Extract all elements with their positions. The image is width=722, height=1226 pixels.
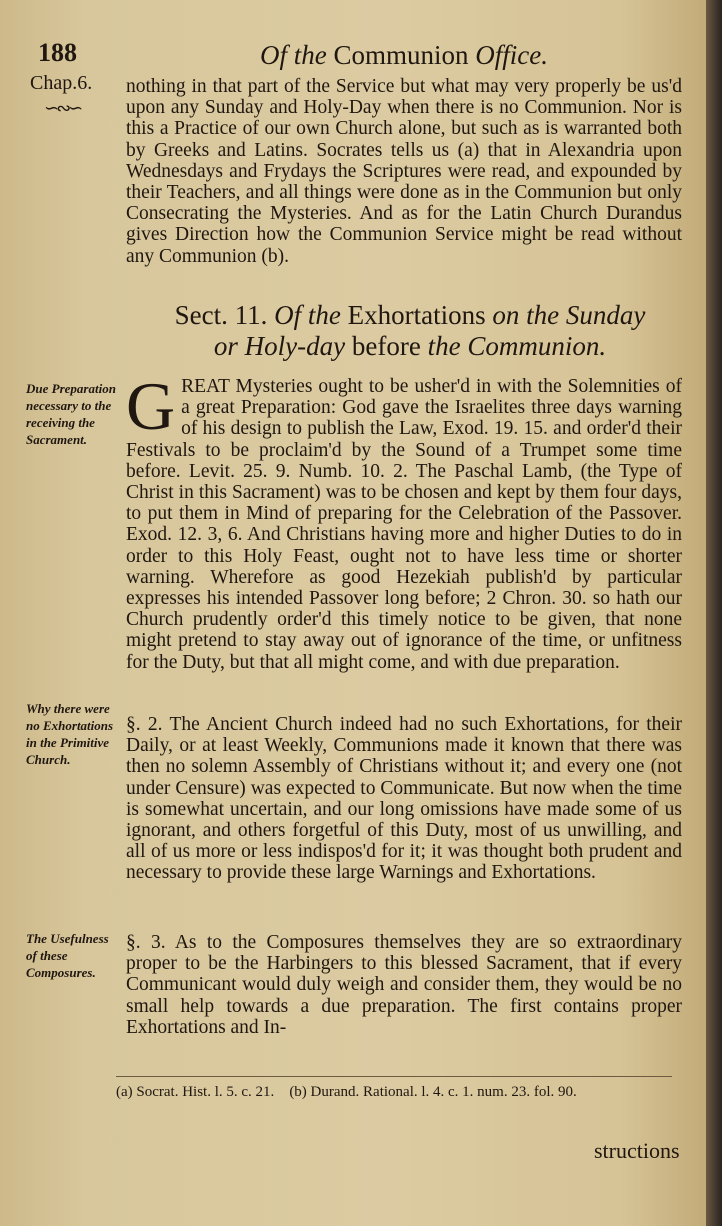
catchword: structions xyxy=(594,1138,680,1163)
paragraph-2 xyxy=(126,714,682,884)
section-title-exhortations: Exhortations xyxy=(347,300,486,330)
paragraph-3 xyxy=(126,932,682,1038)
opening-paragraph-text: nothing in that part of the Service but what may very properly be us'd upon any Sunday and Holy-Day when there is no Communion. Nor is this a Practice of our own Church alone, but such as is warranted both by Greeks and Latins. Socrates tells us (a) that in Alexandria upon Wednesdays and Frydays the Scriptures were read, and expounded by their Teachers, and all things were done as in the Communion but only Consecrating the Mysteries. And as for the Latin Church Durandus gives Direction how the Communion Service might be read without any Communion (b). xyxy=(126,76,682,267)
running-title-pre: Of the xyxy=(260,40,327,70)
section-title-line2 xyxy=(140,331,680,362)
section-title-sunday: on the Sunday xyxy=(492,300,646,330)
footnote-b: (b) Durand. Rational. l. 4. c. 1. num. 23. fol. 90. xyxy=(289,1084,577,1100)
page-number: 188 xyxy=(38,38,77,67)
footnote-a: (a) Socrat. Hist. l. 5. c. 21. xyxy=(116,1084,275,1100)
section-title-before: before xyxy=(351,331,421,361)
running-title-post: Office. xyxy=(475,40,548,70)
page-header xyxy=(0,38,706,78)
chapter-label: Chap.6. xyxy=(30,72,93,94)
margin-note-usefulness: The Usefulness of these Composures. xyxy=(26,931,109,980)
paragraph-2-text: §. 2. The Ancient Church indeed had no such Exhortations, for their Daily, or at least Weekly, Communions made it known that there was then no solemn Assembly of Christians without it; and every one (not under Censure) was expected to Communicate. But now when the time is somewhat uncertain, and our long omissions have made some of us ignorant, and others forgetful of this Duty, most of us unwilling, and all of us more or less indispos'd for it; it was thought both prudent and necessary to provide these large Warnings and Exhortations. xyxy=(126,714,682,884)
running-title-main: Communion xyxy=(333,40,469,70)
page-edge xyxy=(706,0,722,1226)
margin-note-preparation: Due Preparation necessary to the receiving the Sacrament. xyxy=(26,381,116,447)
footnote-rule xyxy=(116,1076,672,1077)
opening-paragraph xyxy=(126,76,682,267)
ornament: ∽∾∽ xyxy=(44,98,81,118)
running-title xyxy=(260,40,548,71)
paragraph-1 xyxy=(126,368,682,673)
drop-cap: G xyxy=(126,368,176,444)
section-title-of-the: Of the xyxy=(274,300,341,330)
section-title xyxy=(140,300,680,362)
section-number: Sect. 11. xyxy=(174,300,268,330)
section-title-line1 xyxy=(140,300,680,331)
section-title-holyday: or Holy-day xyxy=(213,331,346,361)
paragraph-3-text: §. 3. As to the Composures themselves they are so extraordinary proper to be the Harbingers to this blessed Sacrament, that if every Communicant would duly weigh and consider them, they would be no small help towards a due preparation. The first contains proper Exhortations and In- xyxy=(126,932,682,1038)
paragraph-1-text: REAT Mysteries ought to be usher'd in with the Solemnities of a great Preparation: God gave the Israelites three days warning of his design to publish the Law, Exod. 19. 15. and order'd their Festivals to be proclaim'd by the Sound of a Trumpet some time before. Levit. 25. 9. Numb. 10. 2. The Paschal Lamb, (the Type of Christ in this Sacrament) was to be chosen and kept by them four days, to put them in Mind of preparing for the Celebration of the Passover. Exod. 12. 3, 6. And Christians having more and higher Duties to do in order to this Holy Feast, ought not to have less time or shorter warning. Wherefore as good Hezekiah publish'd by particular expresses his intended Passover long before; 2 Chron. 30. so hath our Church prudently order'd this timely notice to be given, that none might pretend to stay away out of ignorance of the time, or unfitness for the Duty, but that all might come, and with due preparation. xyxy=(126,376,682,673)
footnotes xyxy=(116,1082,684,1102)
section-title-communion: the Communion. xyxy=(427,331,607,361)
margin-note-exhortations: Why there were no Exhortations in the Primitive Church. xyxy=(26,701,114,767)
